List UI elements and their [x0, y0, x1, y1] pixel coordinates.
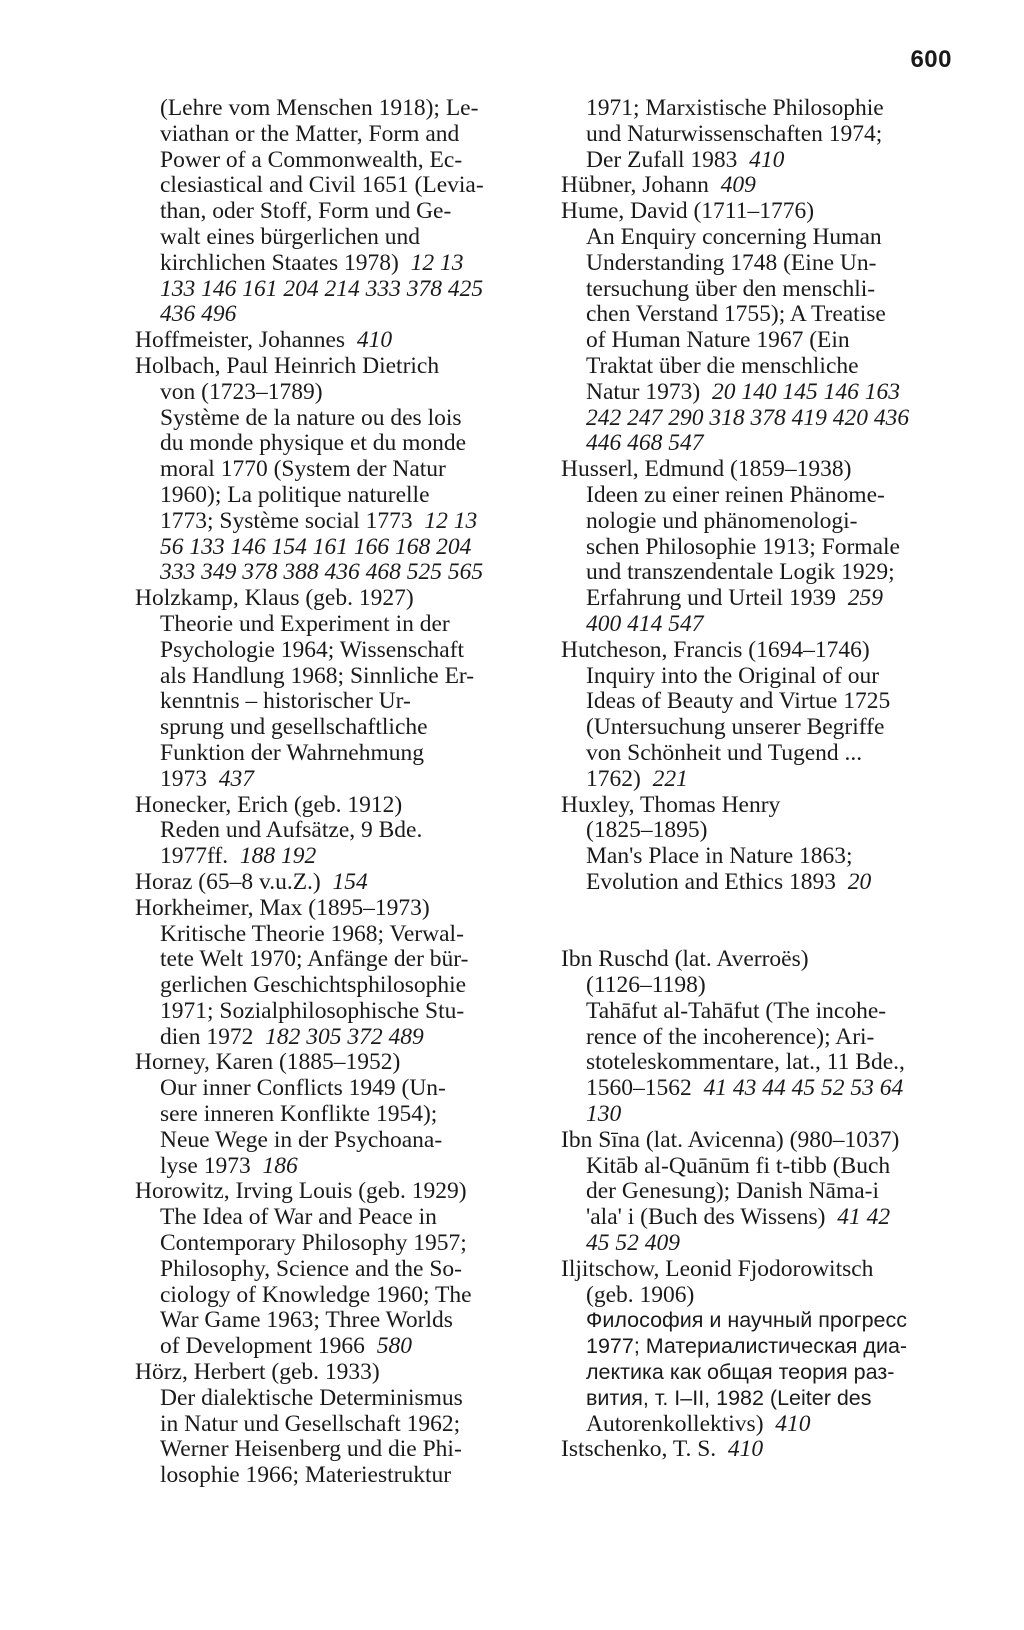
- index-entry-line: [135, 1308, 530, 1334]
- index-entry-line: [135, 999, 530, 1025]
- index-entry-line: [135, 560, 530, 586]
- entry-text: Erfahrung und Urteil 1939: [586, 585, 836, 612]
- entry-text: nologie und phänomenologi-: [586, 507, 858, 534]
- index-entry-line: [561, 380, 961, 406]
- entry-text: walt eines bürgerlichen und: [160, 223, 420, 250]
- index-entry-line: [561, 509, 961, 535]
- index-entry-line: [135, 96, 530, 122]
- index-entry-line: [135, 767, 530, 793]
- page-references: 400 414 547: [586, 610, 704, 637]
- entry-text: 1977ff.: [160, 843, 229, 870]
- index-entry-heading: [135, 1179, 530, 1205]
- index-entry-line: [561, 1308, 961, 1334]
- page-references: 221: [652, 765, 688, 792]
- entry-text: than, oder Stoff, Form und Ge-: [160, 198, 452, 225]
- index-entry-line: [135, 973, 530, 999]
- entry-text: Horowitz, Irving Louis (geb. 1929): [135, 1178, 467, 1205]
- entry-text: ciology of Knowledge 1960; The: [160, 1281, 472, 1308]
- entry-text: tete Welt 1970; Anfänge der bür-: [160, 946, 469, 973]
- entry-text: 1560–1562: [586, 1075, 692, 1102]
- page-references: 41 42: [837, 1204, 891, 1231]
- index-entry-line: [135, 1412, 530, 1438]
- index-entry-line: [561, 431, 961, 457]
- index-entry-line: [135, 122, 530, 148]
- entry-text: der Genesung); Danish Nāma-i: [586, 1178, 880, 1205]
- index-entry-heading: [561, 1257, 961, 1283]
- index-entry-line: [135, 1128, 530, 1154]
- page-references: 437: [218, 765, 254, 792]
- index-entry-line: [561, 870, 961, 896]
- entry-text: (Lehre vom Menschen 1918); Le-: [160, 95, 479, 121]
- entry-text: Contemporary Philosophy 1957;: [160, 1230, 467, 1257]
- page-references: 182 305 372 489: [265, 1023, 424, 1050]
- index-entry-line: [561, 1334, 961, 1360]
- entry-text: of Human Nature 1967 (Ein: [586, 327, 850, 354]
- entry-text: als Handlung 1968; Sinnliche Er-: [160, 662, 475, 689]
- entry-text: (1825–1895): [586, 817, 708, 844]
- entry-text: War Game 1963; Three Worlds: [160, 1307, 453, 1334]
- index-entry-line: [135, 148, 530, 174]
- index-entry-line: [561, 844, 961, 870]
- entry-text: (1126–1198): [586, 972, 706, 999]
- index-entry-line: [561, 560, 961, 586]
- index-entry-line: [561, 535, 961, 561]
- entry-text: Ideas of Beauty and Virtue 1725: [586, 688, 891, 715]
- entry-text: stoteleskommentare, lat., 11 Bde.,: [586, 1049, 905, 1076]
- index-entry-line: [561, 406, 961, 432]
- entry-text: clesiastical and Civil 1651 (Levia-: [160, 172, 484, 199]
- index-entry-line: [135, 1386, 530, 1412]
- entry-text: Holbach, Paul Heinrich Dietrich: [135, 352, 440, 379]
- entry-text: Hoffmeister, Johannes: [135, 327, 346, 354]
- index-entry-line: [561, 741, 961, 767]
- index-entry-line: [561, 225, 961, 251]
- entry-text: Der Zufall 1983: [586, 146, 738, 173]
- index-entry-line: [135, 199, 530, 225]
- index-entry-line: [561, 277, 961, 303]
- entry-text: 'ala' i (Buch des Wissens): [586, 1204, 826, 1231]
- index-entry-heading: [135, 328, 530, 354]
- entry-text: Neue Wege in der Psychoana-: [160, 1126, 443, 1153]
- index-entry-heading: [561, 922, 961, 948]
- index-entry-line: [561, 483, 961, 509]
- index-entry-line: [135, 1334, 530, 1360]
- entry-text: rence of the incoherence); Ari-: [586, 1023, 875, 1050]
- page-references: 410: [749, 146, 785, 173]
- entry-text: dien 1972: [160, 1023, 254, 1050]
- entry-text: und Naturwissenschaften 1974;: [586, 120, 883, 147]
- index-entry-heading: [561, 1437, 961, 1463]
- entry-text: Inquiry into the Original of our: [586, 662, 880, 689]
- index-column-right: [561, 96, 961, 1463]
- index-entry-heading: [561, 1128, 961, 1154]
- entry-text: 1773; Système social 1773: [160, 507, 413, 534]
- index-entry-line: [561, 148, 961, 174]
- entry-text: вития, т. I–II, 1982 (Leiter des: [586, 1385, 872, 1410]
- entry-text: Ideen zu einer reinen Phänome-: [586, 481, 885, 508]
- entry-text: 1973: [160, 765, 207, 792]
- entry-text: Honecker, Erich (geb. 1912): [135, 791, 403, 818]
- index-entry-line: [135, 922, 530, 948]
- entry-text: kenntnis – historischer Ur-: [160, 688, 411, 715]
- entry-text: viathan or the Matter, Form and: [160, 120, 460, 147]
- index-entry-line: [135, 457, 530, 483]
- index-entry-line: [561, 586, 961, 612]
- index-entry-line: [561, 664, 961, 690]
- entry-text: Horney, Karen (1885–1952): [135, 1049, 401, 1076]
- entry-text: Holzkamp, Klaus (geb. 1927): [135, 585, 414, 612]
- entry-text: Power of a Commonwealth, Ec-: [160, 146, 463, 173]
- index-entry-line: [561, 354, 961, 380]
- page-references: 410: [356, 327, 393, 354]
- index-entry-line: [135, 509, 530, 535]
- index-entry-heading: [135, 870, 530, 896]
- entry-text: Philosophy, Science and the So-: [160, 1255, 462, 1282]
- page-references: 45 52 409: [586, 1230, 680, 1257]
- index-entry-line: [135, 947, 530, 973]
- entry-text: chen Verstand 1755); A Treatise: [586, 301, 886, 328]
- entry-text: Der dialektische Determinismus: [160, 1384, 463, 1411]
- index-entry-line: [561, 1154, 961, 1180]
- index-entry-heading: [561, 638, 961, 664]
- index-entry-line: [135, 406, 530, 432]
- index-entry-line: [135, 715, 530, 741]
- index-entry-heading: [561, 457, 961, 483]
- page-references: 410: [727, 1436, 764, 1463]
- index-entry-heading: [135, 896, 530, 922]
- page-number: 600: [910, 46, 952, 73]
- index-entry-line: [561, 1076, 961, 1102]
- index-entry-line: [561, 715, 961, 741]
- entry-text: Werner Heisenberg und die Phi-: [160, 1436, 462, 1463]
- entry-text: 1971; Sozialphilosophische Stu-: [160, 997, 465, 1024]
- entry-text: An Enquiry concerning Human: [586, 223, 882, 250]
- index-entry-line: [561, 302, 961, 328]
- entry-text: Our inner Conflicts 1949 (Un-: [160, 1075, 446, 1102]
- index-entry-line: [135, 689, 530, 715]
- index-entry-heading: [135, 1360, 530, 1386]
- page-references: 580: [376, 1333, 412, 1360]
- index-entry-line: [135, 1463, 530, 1489]
- entry-text: moral 1770 (System der Natur: [160, 456, 446, 483]
- entry-text: du monde physique et du monde: [160, 430, 467, 457]
- entry-text: schen Philosophie 1913; Formale: [586, 533, 900, 560]
- entry-text: (Untersuchung unserer Begriffe: [586, 714, 885, 741]
- entry-text: 1960); La politique naturelle: [160, 481, 430, 508]
- entry-text: kirchlichen Staates 1978): [160, 249, 399, 276]
- entry-text: The Idea of War and Peace in: [160, 1204, 437, 1231]
- index-entry-line: [135, 173, 530, 199]
- index-entry-line: [561, 1412, 961, 1438]
- index-entry-heading: [135, 354, 530, 380]
- entry-text: sprung und gesellschaftliche: [160, 714, 428, 741]
- index-entry-heading: [561, 947, 961, 973]
- entry-text: Ibn Sīna (lat. Avicenna) (980–1037): [561, 1126, 900, 1153]
- index-entry-line: [135, 664, 530, 690]
- index-entry-line: [135, 1231, 530, 1257]
- index-entry-heading: [561, 173, 961, 199]
- entry-text: von Schönheit und Tugend ...: [586, 739, 863, 766]
- index-entry-line: [135, 251, 530, 277]
- entry-text: Философия и научный прогресс: [586, 1308, 908, 1333]
- index-entry-line: [135, 1154, 530, 1180]
- page-references: 436 496: [160, 301, 237, 328]
- entry-text: Hübner, Johann: [561, 172, 709, 199]
- index-entry-line: [135, 612, 530, 638]
- index-entry-heading: [561, 896, 961, 922]
- index-entry-line: [561, 767, 961, 793]
- index-entry-line: [135, 1283, 530, 1309]
- page-references: 333 349 378 388 436 468 525 565: [160, 559, 484, 586]
- index-entry-line: [561, 328, 961, 354]
- page-references: 409: [720, 172, 756, 199]
- index-entry-line: [135, 277, 530, 303]
- entry-text: лектика как общая теория раз-: [586, 1360, 895, 1385]
- page-references: 410: [775, 1410, 811, 1437]
- index-entry-line: [135, 741, 530, 767]
- entry-text: Horaz (65–8 v.u.Z.): [135, 868, 321, 895]
- index-entry-line: [135, 380, 530, 406]
- entry-text: losophie 1966; Materiestruktur: [160, 1462, 452, 1489]
- index-entry-line: [561, 1179, 961, 1205]
- index-entry-line: [561, 96, 961, 122]
- entry-text: von (1723–1789): [160, 378, 323, 405]
- page-references: 56 133 146 154 161 166 168 204: [160, 533, 472, 560]
- page-references: 446 468 547: [586, 430, 704, 457]
- index-entry-line: [561, 612, 961, 638]
- index-entry-line: [135, 1437, 530, 1463]
- entry-text: tersuchung über den menschli-: [586, 275, 876, 302]
- index-entry-heading: [561, 793, 961, 819]
- entry-text: Huxley, Thomas Henry: [561, 791, 781, 818]
- page-references: 133 146 161 204 214 333 378 425: [160, 275, 484, 302]
- page-references: 12 13: [424, 507, 478, 534]
- index-entry-line: [561, 689, 961, 715]
- entry-text: lyse 1973: [160, 1152, 251, 1179]
- entry-text: Kitāb al-Quānūm fi t-tibb (Buch: [586, 1152, 891, 1179]
- entry-text: Istschenko, T. S.: [561, 1436, 717, 1463]
- page-references: 20: [847, 868, 872, 895]
- index-entry-line: [135, 1205, 530, 1231]
- entry-text: Man's Place in Nature 1863;: [586, 843, 853, 870]
- index-entry-line: [561, 818, 961, 844]
- entry-text: und transzendentale Logik 1929;: [586, 559, 895, 586]
- index-entry-line: [561, 1231, 961, 1257]
- entry-text: Tahāfut al-Tahāfut (The incohe-: [586, 997, 887, 1024]
- entry-text: Hume, David (1711–1776): [561, 198, 815, 225]
- index-entry-line: [135, 638, 530, 664]
- index-entry-line: [135, 1102, 530, 1128]
- entry-text: Understanding 1748 (Eine Un-: [586, 249, 877, 276]
- index-entry-line: [135, 225, 530, 251]
- entry-text: Natur 1973): [586, 378, 701, 405]
- entry-text: Hörz, Herbert (geb. 1933): [135, 1359, 380, 1386]
- index-entry-line: [135, 1257, 530, 1283]
- index-entry-line: [561, 1283, 961, 1309]
- index-entry-line: [561, 1360, 961, 1386]
- index-entry-line: [561, 999, 961, 1025]
- index-entry-line: [561, 1386, 961, 1412]
- index-entry-line: [561, 251, 961, 277]
- index-entry-heading: [135, 793, 530, 819]
- index-entry-heading: [135, 1050, 530, 1076]
- index-entry-line: [135, 431, 530, 457]
- entry-text: Ibn Ruschd (lat. Averroës): [561, 946, 809, 973]
- entry-text: Traktat über die menschliche: [586, 352, 859, 379]
- entry-text: Iljitschow, Leonid Fjodorowitsch: [561, 1255, 874, 1282]
- entry-text: sere inneren Konflikte 1954);: [160, 1101, 438, 1128]
- index-entry-line: [135, 535, 530, 561]
- entry-text: gerlichen Geschichtsphilosophie: [160, 972, 467, 999]
- entry-text: Theorie und Experiment in der: [160, 610, 450, 637]
- index-entry-line: [135, 1076, 530, 1102]
- entry-text: Autorenkollektivs): [586, 1410, 764, 1437]
- entry-text: Kritische Theorie 1968; Verwal-: [160, 920, 464, 947]
- entry-text: Husserl, Edmund (1859–1938): [561, 456, 852, 483]
- entry-text: Horkheimer, Max (1895–1973): [135, 894, 430, 921]
- index-entry-line: [135, 1025, 530, 1051]
- index-entry-line: [135, 844, 530, 870]
- entry-text: Reden und Aufsätze, 9 Bde.: [160, 817, 423, 844]
- page-references: 41 43 44 45 52 53 64: [703, 1075, 904, 1102]
- page-references: 12 13: [410, 249, 464, 276]
- index-column-left: [135, 96, 530, 1489]
- entry-text: Psychologie 1964; Wissenschaft: [160, 636, 465, 663]
- page-references: 130: [586, 1101, 622, 1128]
- index-entry-line: [561, 122, 961, 148]
- index-entry-line: [135, 302, 530, 328]
- index-entry-line: [135, 483, 530, 509]
- index-entry-line: [561, 1050, 961, 1076]
- entry-text: 1762): [586, 765, 641, 792]
- entry-text: Hutcheson, Francis (1694–1746): [561, 636, 870, 663]
- page-references: 259: [847, 585, 883, 612]
- entry-text: Funktion der Wahrnehmung: [160, 739, 424, 766]
- entry-text: Evolution and Ethics 1893: [586, 868, 836, 895]
- index-entry-line: [561, 1102, 961, 1128]
- entry-text: 1971; Marxistische Philosophie: [586, 95, 884, 121]
- page-references: 154: [332, 868, 368, 895]
- index-entry-heading: [135, 586, 530, 612]
- index-entry-heading: [561, 199, 961, 225]
- entry-text: in Natur und Gesellschaft 1962;: [160, 1410, 461, 1437]
- index-entry-line: [561, 1205, 961, 1231]
- index-entry-line: [135, 818, 530, 844]
- index-entry-line: [561, 1025, 961, 1051]
- page-references: 188 192: [239, 843, 317, 870]
- entry-text: of Development 1966: [160, 1333, 365, 1360]
- page-references: 242 247 290 318 378 419 420 436: [586, 404, 910, 431]
- page-references: 186: [262, 1152, 298, 1179]
- entry-text: (geb. 1906): [586, 1281, 695, 1308]
- entry-text: Système de la nature ou des lois: [160, 404, 462, 431]
- page-references: 20 140 145 146 163: [711, 378, 900, 405]
- index-entry-line: [561, 973, 961, 999]
- entry-text: 1977; Материалистическая диа-: [586, 1334, 908, 1359]
